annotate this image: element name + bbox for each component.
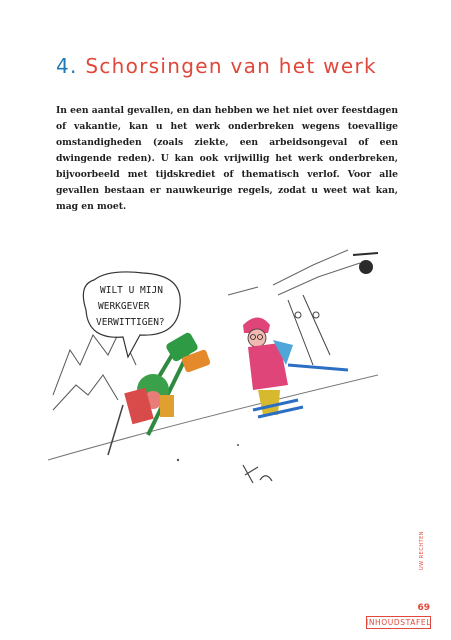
- ski-poles: [288, 295, 330, 365]
- distant-skier-head: [359, 260, 373, 274]
- table-of-contents-button[interactable]: INHOUDSTAFEL: [366, 618, 431, 627]
- bubble-line-3: VERWITTIGEN?: [96, 317, 165, 328]
- ski-tracks: [228, 250, 360, 295]
- section-label: UW RECHTEN: [419, 530, 425, 570]
- chapter-title: Schorsingen van het werk: [85, 54, 377, 78]
- slope-line: [48, 375, 378, 460]
- page-number: 69: [417, 603, 430, 613]
- intro-paragraph: In een aantal gevallen, en dan hebben we het niet over feestdagen of vakantie, kan u het werk onderbreken wegens toevallige omstandigheden (zoals ziekte, een arbeidsongeval of een dwingende reden). U kan ook vrijwillig het werk onderbreken, bijvoorbeeld met tijdskrediet of thematisch verlof. Voor alle gevallen bestaan er nauwkeurige regels, zodat u weet wat kan, mag en moet.: [56, 105, 398, 212]
- artist-signature: [243, 465, 272, 483]
- speech-bubble: [83, 272, 180, 357]
- bubble-line-1: WILT U MIJN: [100, 285, 163, 296]
- fallen-skier: [108, 331, 211, 455]
- standing-skier: [243, 318, 348, 418]
- chapter-number: 4.: [56, 54, 78, 78]
- chapter-heading: [56, 54, 377, 78]
- snow-marks: [177, 444, 239, 461]
- ski-cartoon-illustration: [48, 225, 378, 495]
- mountains: [53, 330, 136, 410]
- bubble-line-2: WERKGEVER: [98, 301, 150, 312]
